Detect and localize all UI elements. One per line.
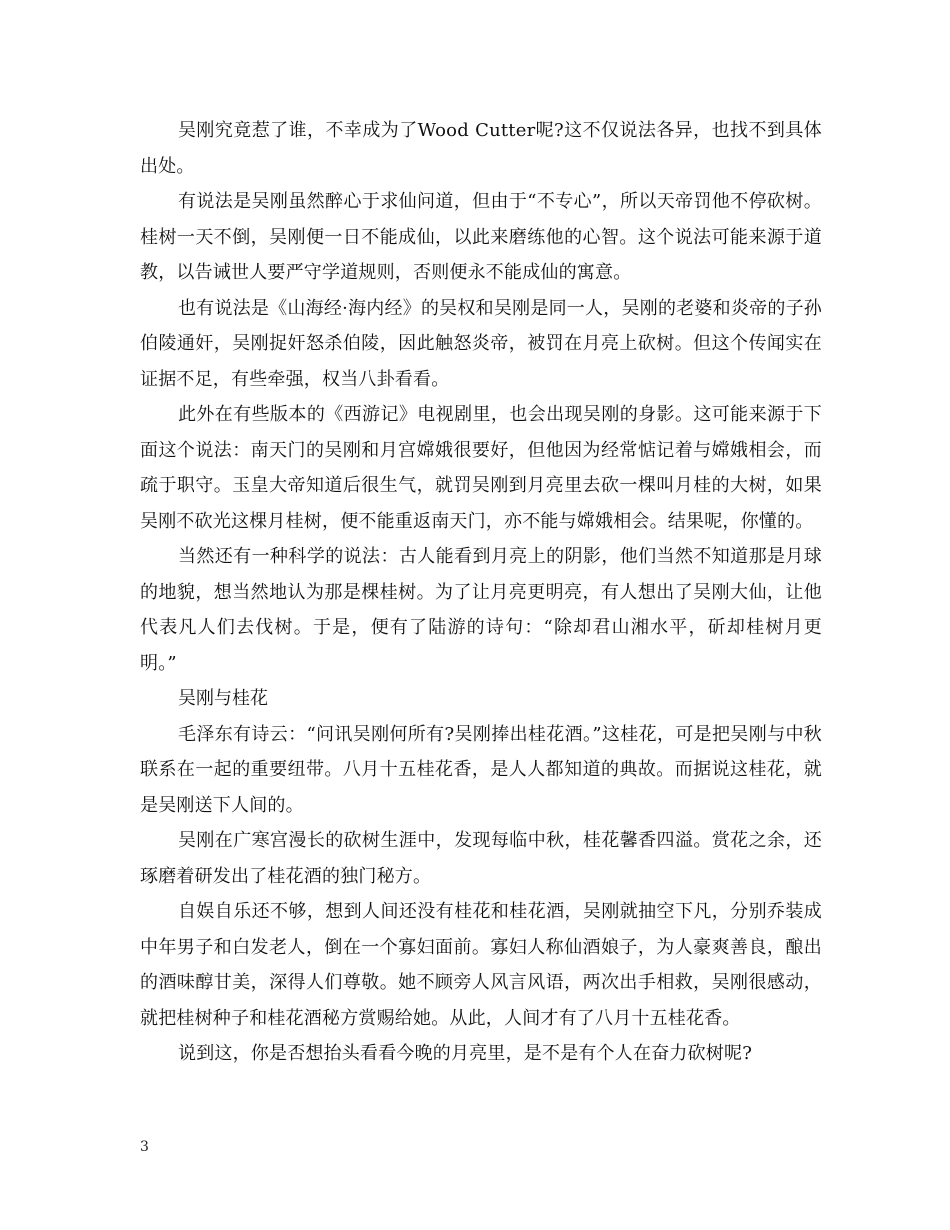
page-number: 3 <box>140 1139 149 1155</box>
paragraph-2: 有说法是吴刚虽然醉心于求仙问道，但由于“不专心”，所以天帝罚他不停砍树。桂树一天不倒，吴刚便一日不能成仙，以此来磨练他的心智。这个说法可能来源于道教，以告诫世人要严守学道规则，否则便永不能成仙的寓意。 <box>140 191 822 283</box>
paragraph-9: 说到这，你是否想抬头看看今晚的月亮里，是不是有个人在奋力砍树呢? <box>178 1043 753 1064</box>
paragraph-4: 此外在有些版本的《西游记》电视剧里，也会出现吴刚的身影。这可能来源于下面这个说法：南天门的吴刚和月宫嫦娥很要好，但他因为经常惦记着与嫦娥相会，而疏于职守。玉皇大帝知道后很生气，就罚吴刚到月亮里去砍一棵叫月桂的大树，如果吴刚不砍光这棵月桂树，便不能重返南天门，亦不能与嫦娥相会。结果呢，你懂的。 <box>140 404 822 532</box>
paragraph-3: 也有说法是《山海经·海内经》的吴权和吴刚是同一人，吴刚的老婆和炎帝的子孙伯陵通奸，吴刚捉奸怒杀伯陵，因此触怒炎帝，被罚在月亮上砍树。但这个传闻实在证据不足，有些牵强，权当八卦看看。 <box>140 297 822 390</box>
section-heading: 吴刚与桂花 <box>178 688 268 709</box>
paragraph-7: 吴刚在广寒宫漫长的砍树生涯中，发现每临中秋，桂花馨香四溢。赏花之余，还琢磨着研发出了桂花酒的独门秘方。 <box>140 830 822 887</box>
paragraph-5: 当然还有一种科学的说法：古人能看到月亮上的阴影，他们当然不知道那是月球的地貌，想当然地认为那是棵桂树。为了让月亮更明亮，有人想出了吴刚大仙，让他代表凡人们去伐树。于是，便有了陆游的诗句：“除却君山湘水平，斫却桂树月更明。” <box>140 546 822 674</box>
page-body <box>140 113 822 1072</box>
paragraph-6: 毛泽东有诗云：“问讯吴刚何所有?吴刚捧出桂花酒。”这桂花，可是把吴刚与中秋联系在一起的重要纽带。八月十五桂花香，是人人都知道的典故。而据说这桂花，就是吴刚送下人间的。 <box>140 723 822 816</box>
paragraph-8: 自娱自乐还不够，想到人间还没有桂花和桂花酒，吴刚就抽空下凡，分别乔装成中年男子和白发老人，倒在一个寡妇面前。寡妇人称仙酒娘子，为人豪爽善良，酿出的酒味醇甘美，深得人们尊敬。她不顾旁人风言风语，两次出手相救，吴刚很感动，就把桂树种子和桂花酒秘方赏赐给她。从此，人间才有了八月十五桂花香。 <box>140 901 822 1029</box>
paragraph-1: 吴刚究竟惹了谁，不幸成为了Wood Cutter呢?这不仅说法各异，也找不到具体出处。 <box>140 120 822 177</box>
